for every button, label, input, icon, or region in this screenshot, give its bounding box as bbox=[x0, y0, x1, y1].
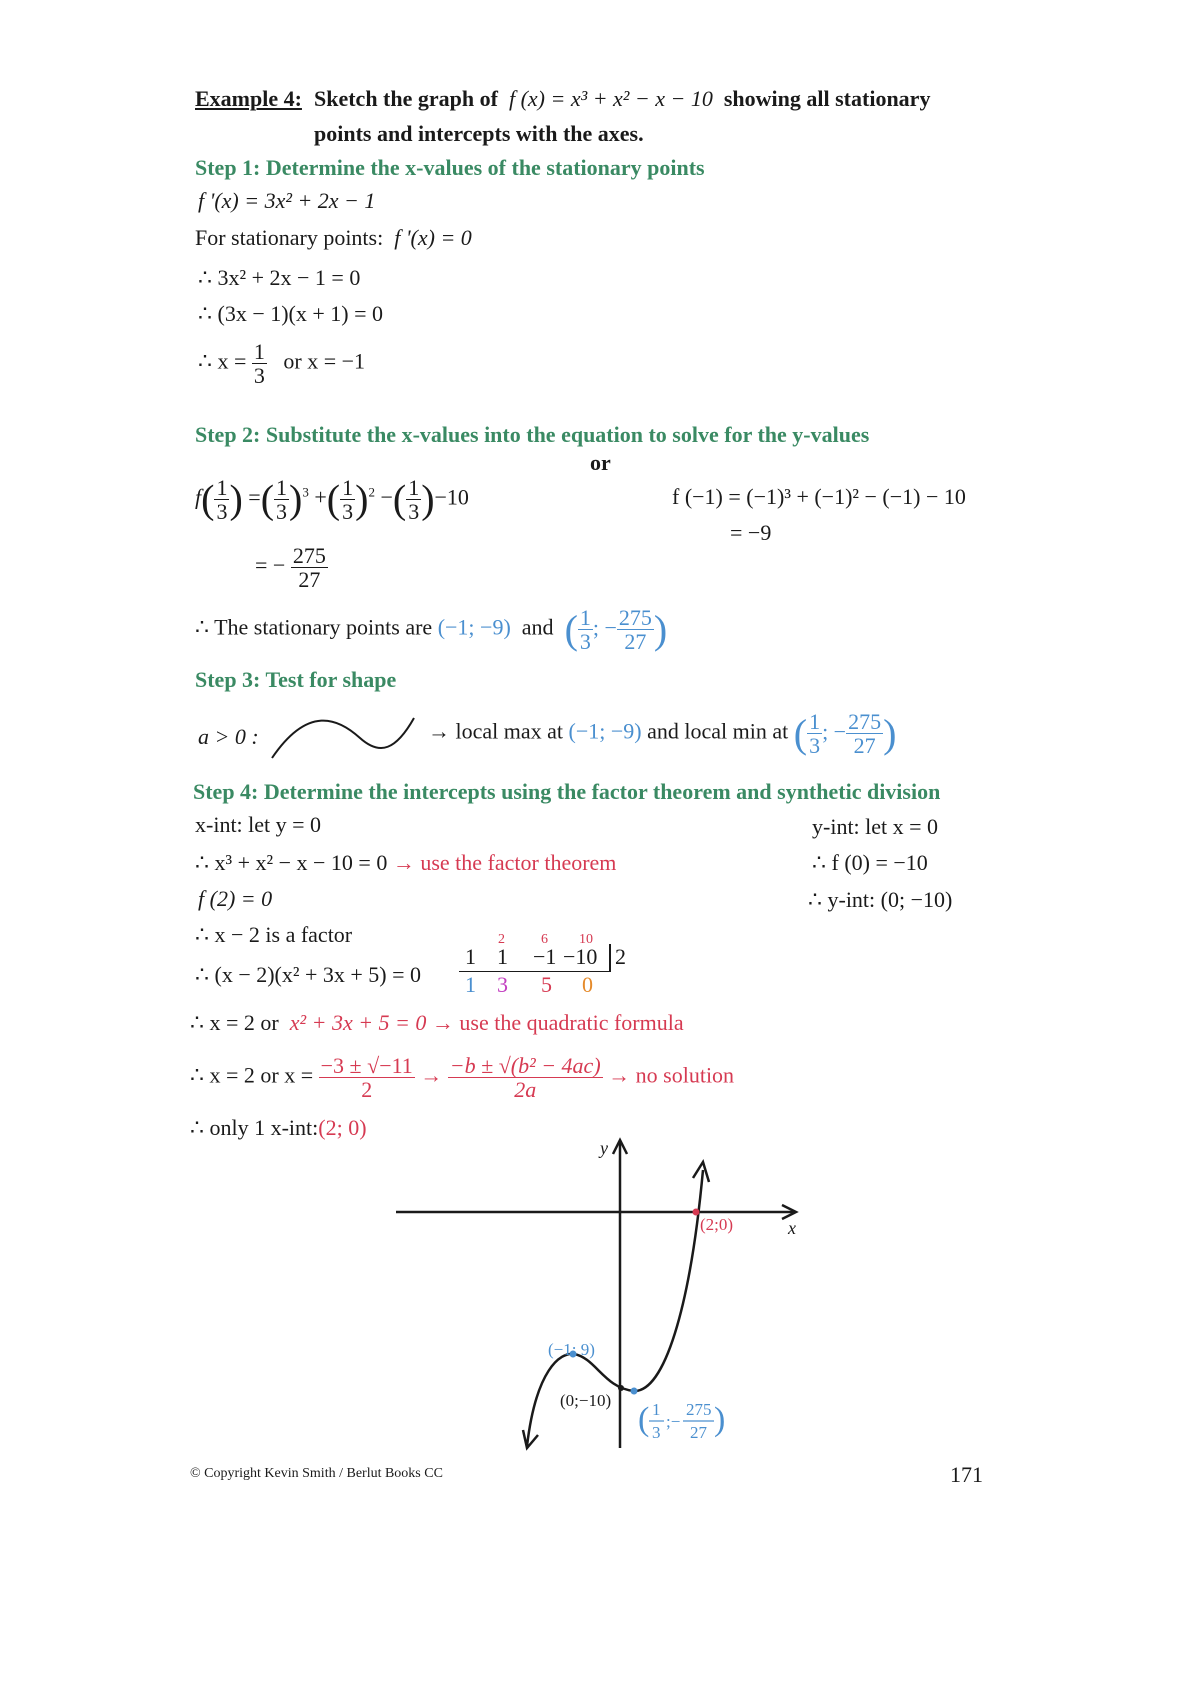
synth-bottom-3: 5 bbox=[541, 972, 552, 997]
min-graph-label bbox=[638, 1400, 725, 1442]
step2-or: or bbox=[590, 450, 611, 475]
step2-right-expression: f (−1) = (−1)³ + (−1)² − (−1) − 10 bbox=[672, 484, 966, 509]
step2-conclusion: ∴ The stationary points are (−1; −9) and ( $\frac{1}{3}$ ; − $\frac{275}{27}$ ) bbox=[195, 605, 668, 655]
step3-condition: a > 0 : bbox=[198, 724, 259, 749]
page-number: 171 bbox=[950, 1462, 983, 1487]
cubic-shape-icon bbox=[268, 710, 418, 762]
synthetic-division bbox=[455, 930, 635, 1000]
xint-point bbox=[693, 1209, 700, 1216]
only-xint: ∴ only 1 x-int:(2; 0) bbox=[190, 1115, 367, 1140]
quadratic-solution: ∴ x = 2 or x = $\frac{-3 \pm √-11}{2}$ → $\frac{\text{−b ± √(b² − 4ac)}}{2a}$ → no solution bbox=[190, 1053, 735, 1103]
synth-coeff-1: 1 bbox=[465, 944, 476, 969]
xint-label: x-int: let y = 0 bbox=[195, 812, 322, 837]
f-two: f (2) = 0 bbox=[198, 886, 273, 911]
step1-eq2: ∴ (3x − 1)(x + 1) = 0 bbox=[198, 301, 384, 326]
synth-top-2: 6 bbox=[541, 932, 548, 947]
step1-solution: ∴ x = $\frac{1}{3}$ or x = −1 bbox=[198, 339, 366, 389]
synth-bottom-1: 1 bbox=[465, 972, 476, 997]
y-axis-label: y bbox=[600, 1138, 608, 1158]
f-zero: ∴ f (0) = −10 bbox=[812, 850, 928, 875]
roots-line: ∴ x = 2 or x² + 3x + 5 = 0 → use the quadratic formula bbox=[190, 1010, 684, 1035]
step4-heading: Step 4: Determine the intercepts using the factor theorem and synthetic division bbox=[193, 779, 941, 804]
min-point bbox=[631, 1388, 638, 1395]
copyright: © Copyright Kevin Smith / Berlut Books CC bbox=[190, 1466, 443, 1481]
graph-sketch bbox=[390, 1130, 810, 1460]
step1-stationary-condition: For stationary points: f '(x) = 0 bbox=[195, 225, 472, 250]
step2-right-result: = −9 bbox=[730, 520, 772, 545]
synth-bottom-2: 3 bbox=[497, 972, 508, 997]
synth-top-1: 2 bbox=[498, 932, 505, 947]
step1-derivative: f '(x) = 3x² + 2x − 1 bbox=[198, 188, 376, 213]
factored-equation: ∴ (x − 2)(x² + 3x + 5) = 0 bbox=[195, 962, 422, 987]
x-axis-label: x bbox=[788, 1218, 796, 1238]
yint-point-dot bbox=[618, 1385, 624, 1391]
step3-conclusion: → local max at (−1; −9) and local min at ( $\frac{1}{3}$ ; − $\frac{275}{27}$ ) bbox=[428, 709, 897, 759]
svg-text:): ) bbox=[714, 1401, 726, 1438]
synth-bottom-4: 0 bbox=[582, 972, 593, 997]
example-label: Example 4: bbox=[195, 86, 302, 111]
yint-point: ∴ y-int: (0; −10) bbox=[808, 887, 953, 912]
yint-graph-label: (0;−10) bbox=[560, 1391, 612, 1410]
factor-statement: ∴ x − 2 is a factor bbox=[195, 922, 353, 947]
svg-text:27: 27 bbox=[690, 1423, 707, 1442]
svg-text:3: 3 bbox=[652, 1423, 661, 1442]
example-line1: Sketch the graph of f (x) = x³ + x² − x − 10 showing all stationary bbox=[314, 86, 931, 111]
xint-graph-label: (2;0) bbox=[700, 1215, 734, 1234]
step1-eq1: ∴ 3x² + 2x − 1 = 0 bbox=[198, 265, 361, 290]
max-graph-label: (−1; 9) bbox=[548, 1340, 595, 1359]
step2-heading: Step 2: Substitute the x-values into the equation to solve for the y-values bbox=[195, 422, 870, 447]
step2-left-result: = − $\frac{275}{27}$ bbox=[255, 543, 326, 593]
svg-text:(: ( bbox=[638, 1401, 650, 1438]
step1-heading: Step 1: Determine the x-values of the stationary points bbox=[195, 155, 705, 180]
cubic-equation: ∴ x³ + x² − x − 10 = 0 → use the factor theorem bbox=[195, 850, 617, 875]
synth-coeff-4: −10 bbox=[563, 944, 598, 969]
curve-end-arrow-icon bbox=[523, 1430, 538, 1448]
svg-text:1: 1 bbox=[652, 1400, 661, 1419]
synth-divisor: 2 bbox=[615, 944, 626, 969]
step2-left-expression: f( $\frac{1}{3}$ ) =( $\frac{1}{3}$ )$^3$ +( $\frac{1}{3}$ )$^2$ −( $\frac{1}{3}$ )−10 bbox=[195, 475, 469, 525]
synth-top-3: 10 bbox=[579, 932, 593, 947]
svg-text:275: 275 bbox=[686, 1400, 712, 1419]
synth-coeff-2: 1 bbox=[497, 944, 508, 969]
step3-heading: Step 3: Test for shape bbox=[195, 667, 397, 692]
synth-coeff-3: −1 bbox=[533, 944, 557, 969]
yint-label: y-int: let x = 0 bbox=[812, 814, 939, 839]
svg-text:;−: ;− bbox=[666, 1412, 681, 1431]
example-line2: points and intercepts with the axes. bbox=[314, 121, 644, 146]
